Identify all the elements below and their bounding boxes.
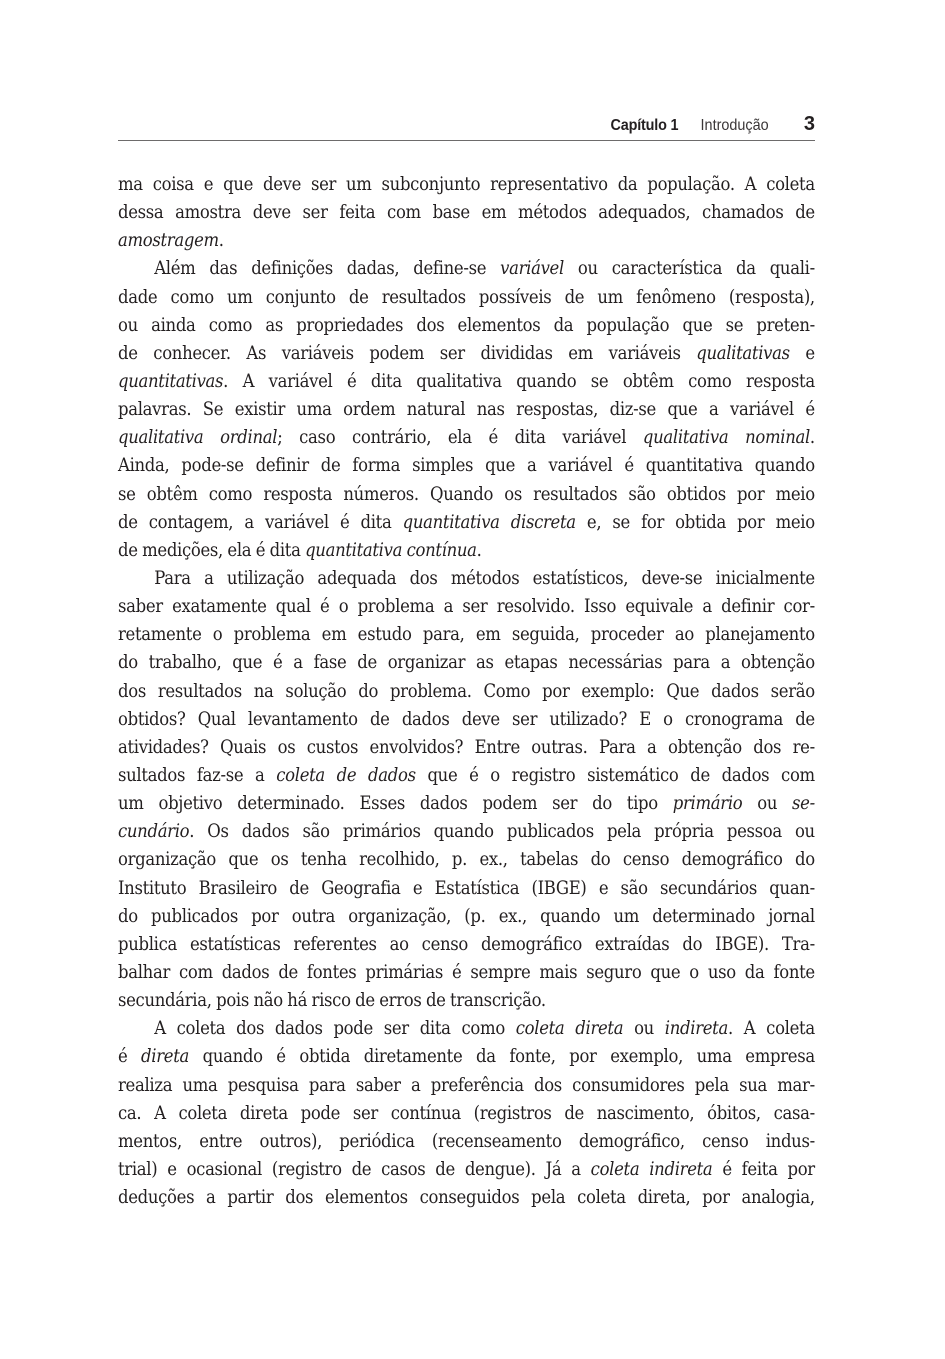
text-line <box>118 452 815 480</box>
text-run: Ainda, pode-se definir de forma simples que a variável é quantitativa quando <box>118 455 815 477</box>
text-run: retamente o problema em estudo para, em seguida, proceder ao planejamento <box>118 624 815 646</box>
italic-term: coleta indireta <box>590 1158 713 1180</box>
italic-term: amostragem <box>118 230 219 252</box>
text-line <box>118 1043 815 1071</box>
chapter-title: Introdução <box>700 117 769 134</box>
text-run: balhar com dados de fontes primárias é sempre mais seguro que o uso da fonte <box>118 961 815 983</box>
text-run: e <box>789 342 815 364</box>
text-run: é <box>118 1046 142 1068</box>
text-run: secundária, pois não há risco de erros de transcrição. <box>118 990 546 1012</box>
text-run: um objetivo determinado. Esses dados podem ser do tipo <box>118 793 673 815</box>
italic-term: se- <box>792 793 815 815</box>
italic-term: qualitativa nominal <box>642 427 810 449</box>
text-line <box>118 537 815 565</box>
text-run: deduções a partir dos elementos conseguidos pela coleta direta, por analogia, <box>118 1187 815 1209</box>
text-run: quando é obtida diretamente da fonte, por exemplo, uma empresa <box>188 1046 815 1068</box>
text-line <box>118 649 815 677</box>
text-run: . <box>218 230 224 252</box>
text-run: ou ainda como as propriedades dos elementos da população que se preten- <box>118 314 815 336</box>
italic-term: cundário <box>118 821 190 843</box>
text-line <box>118 1128 815 1156</box>
text-line <box>118 1100 815 1128</box>
text-run: dessa amostra deve ser feita com base em métodos adequados, chamados de <box>118 202 815 224</box>
text-line <box>118 424 815 452</box>
paragraph <box>118 255 815 565</box>
text-run: obtidos? Qual levantamento de dados deve ser utilizado? E o cronograma de <box>118 708 815 730</box>
text-line <box>118 565 815 593</box>
text-run: . A coleta <box>727 1018 815 1040</box>
text-run: dade como um conjunto de resultados possíveis de um fenômeno (resposta), <box>118 286 815 308</box>
text-run: ou característica da quali- <box>563 258 815 280</box>
text-run: palavras. Se existir uma ordem natural nas respostas, diz-se que a variável é <box>118 399 815 421</box>
text-line <box>118 734 815 762</box>
text-run: ; caso contrário, ela é dita variável <box>277 427 643 449</box>
text-line <box>118 621 815 649</box>
italic-term: primário <box>672 793 743 815</box>
text-line <box>118 340 815 368</box>
text-line <box>118 706 815 734</box>
text-run: Para a utilização adequada dos métodos estatísticos, deve-se inicialmente <box>154 567 815 589</box>
paragraph <box>118 1015 815 1212</box>
text-run: . <box>809 427 815 449</box>
text-line <box>118 678 815 706</box>
text-line <box>118 1184 815 1212</box>
italic-term: indireta <box>664 1018 728 1040</box>
text-line <box>118 481 815 509</box>
text-line <box>118 1072 815 1100</box>
text-line <box>118 987 815 1015</box>
page-number: 3 <box>803 113 815 135</box>
body-text <box>118 171 815 1212</box>
text-line <box>118 762 815 790</box>
header-rule <box>118 140 815 141</box>
text-line <box>118 1156 815 1184</box>
text-line <box>118 875 815 903</box>
text-run: saber exatamente qual é o problema a ser resolvido. Isso equivale a definir cor- <box>118 596 815 618</box>
text-run: que é o registro sistemático de dados com <box>415 764 815 786</box>
italic-term: direta <box>141 1046 189 1068</box>
italic-term: quantitativas <box>118 370 224 392</box>
text-run: ma coisa e que deve ser um subconjunto representativo da população. A coleta <box>118 174 815 195</box>
paragraph <box>118 565 815 1015</box>
text-run: mentos, entre outros), periódica (recenseamento demográfico, censo indus- <box>118 1130 815 1152</box>
text-run: . A variável é dita qualitativa quando se obtêm como resposta <box>223 370 815 392</box>
running-head <box>118 113 815 141</box>
text-line <box>118 396 815 424</box>
italic-term: coleta direta <box>515 1018 624 1040</box>
italic-term: quantitativa discreta <box>402 511 576 533</box>
text-run: . <box>476 539 482 561</box>
text-run: publica estatísticas referentes ao censo demográfico extraídas do IBGE). Tra- <box>118 933 815 955</box>
paragraph <box>118 171 815 255</box>
text-line <box>118 593 815 621</box>
text-line <box>118 846 815 874</box>
text-line <box>118 255 815 283</box>
text-run: Além das definições dadas, define-se <box>154 258 501 280</box>
text-run: e, se for obtida por meio <box>575 511 815 533</box>
text-line <box>118 790 815 818</box>
italic-term: qualitativas <box>696 342 790 364</box>
text-line <box>118 171 815 199</box>
text-line <box>118 509 815 537</box>
text-line <box>118 931 815 959</box>
text-run: atividades? Quais os custos envolvidos? Entre outras. Para a obtenção dos re- <box>118 736 815 758</box>
italic-term: coleta de dados <box>276 764 416 786</box>
text-line <box>118 818 815 846</box>
text-line <box>118 312 815 340</box>
text-run: é feita por <box>712 1158 815 1180</box>
text-run: ou <box>742 793 793 815</box>
text-run: do trabalho, que é a fase de organizar as etapas necessárias para a obtenção <box>118 652 815 674</box>
text-run: dos resultados na solução do problema. Como por exemplo: Que dados serão <box>118 680 815 702</box>
text-line <box>118 1015 815 1043</box>
text-run: organização que os tenha recolhido, p. ex., tabelas do censo demográfico do <box>118 849 815 871</box>
text-run: Instituto Brasileiro de Geografia e Estatística (IBGE) e são secundários quan- <box>118 877 815 899</box>
chapter-label: Capítulo 1 <box>610 117 678 134</box>
text-run: trial) e ocasional (registro de casos de dengue). Já a <box>118 1158 591 1180</box>
text-run: . Os dados são primários quando publicados pela própria pessoa ou <box>189 821 815 843</box>
text-run: A coleta dos dados pode ser dita como <box>154 1018 516 1040</box>
italic-term: qualitativa ordinal <box>118 427 278 449</box>
text-line <box>118 368 815 396</box>
text-line <box>118 959 815 987</box>
text-run: do publicados por outra organização, (p. ex., quando um determinado jornal <box>118 905 815 927</box>
text-line <box>118 199 815 227</box>
text-line <box>118 227 815 255</box>
text-run: de medições, ela é dita <box>118 539 306 561</box>
text-line <box>118 284 815 312</box>
text-run: ca. A coleta direta pode ser contínua (registros de nascimento, óbitos, casa- <box>118 1102 815 1124</box>
italic-term: quantitativa contínua <box>305 539 477 561</box>
text-run: realiza uma pesquisa para saber a preferência dos consumidores pela sua mar- <box>118 1074 815 1096</box>
text-run: de contagem, a variável é dita <box>118 511 403 533</box>
text-run: se obtêm como resposta números. Quando os resultados são obtidos por meio <box>118 483 815 505</box>
text-run: de conhecer. As variáveis podem ser divididas em variáveis <box>118 342 697 364</box>
text-run: sultados faz-se a <box>118 764 277 786</box>
text-run: ou <box>623 1018 665 1040</box>
text-line <box>118 903 815 931</box>
italic-term: variável <box>500 258 564 280</box>
